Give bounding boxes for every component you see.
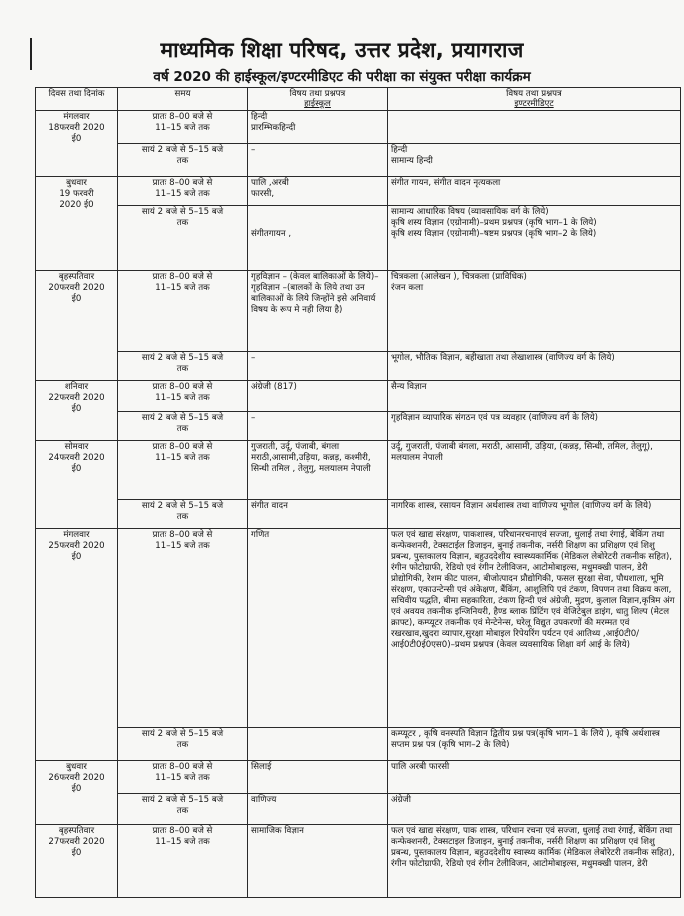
time-morning: प्रातः 8–00 बजे से 11–15 बजे तक: [118, 271, 248, 352]
highschool-subjects: संगीतगायन ,: [248, 206, 388, 271]
time-morning: प्रातः 8–00 बजे से 11–15 बजे तक: [118, 825, 248, 898]
intermediate-subjects: पालि अरबी फारसी: [388, 761, 681, 794]
intermediate-subjects: चित्रकला (आलेखन ), चित्रकला (प्राविधिक) रंजन कला: [388, 271, 681, 352]
header-date: दिवस तथा दिनांक: [36, 88, 118, 111]
table-row: [36, 144, 681, 177]
date-cell: सोमवार 24फरवरी 2020 ई0: [36, 441, 118, 529]
time-evening: सायं 2 बजे से 5–15 बजे तक: [118, 500, 248, 529]
table-row: [36, 761, 681, 794]
table-row: [36, 271, 681, 352]
exam-schedule-table: [35, 87, 681, 898]
intermediate-subjects: संगीत गायन, संगीत वादन नृत्यकला: [388, 177, 681, 206]
time-morning: प्रातः 8–00 बजे से 11–15 बजे तक: [118, 111, 248, 144]
time-morning: प्रातः 8–00 बजे से 11–15 बजे तक: [118, 177, 248, 206]
table-row: [36, 352, 681, 381]
intermediate-subjects: हिन्दी सामान्य हिन्दी: [388, 144, 681, 177]
highschool-subjects: गुजराती, उर्दू, पंजाबी, बंगला मराठी,आसामी,उड़िया, कन्नड़, कश्मीरी, सिन्धी तमिल , तेलुगु, मलयालम नेपाली: [248, 441, 388, 500]
intermediate-subjects: सैन्य विज्ञान: [388, 381, 681, 412]
intermediate-subjects: [388, 111, 681, 144]
table-row: [36, 728, 681, 761]
time-evening: सायं 2 बजे से 5–15 बजे तक: [118, 144, 248, 177]
table-row: [36, 206, 681, 271]
intermediate-subjects: सामान्य आधारिक विषय (व्यावसायिक वर्ग के लिये) कृषि शस्य विज्ञान (एग्रोनामी)–प्रथम प्रश्नपत्र (कृषि भाग–1 के लिये) कृषि शस्य विज्ञान (एग्रोनामी)–षष्टम प्रश्नपत्र (कृषि भाग–2 के लिये): [388, 206, 681, 271]
time-evening: सायं 2 बजे से 5–15 बजे तक: [118, 412, 248, 441]
intermediate-subjects: भूगोल, भौतिक विज्ञान, बहीखाता तथा लेखाशास्त्र (वाणिज्य वर्ग के लिये): [388, 352, 681, 381]
intermediate-subjects: नागरिक शास्त्र, रसायन विज्ञान अर्थशास्त्र तथा वाणिज्य भूगोल (वाणिज्य वर्ग के लिये): [388, 500, 681, 529]
date-cell: मंगलवार 25फरवरी 2020 ई0: [36, 529, 118, 761]
intermediate-subjects: गृहविज्ञान व्यापारिक संगठन एवं पत्र व्यवहार (वाणिज्य वर्ग के लिये): [388, 412, 681, 441]
page-title: माध्यमिक शिक्षा परिषद, उत्तर प्रदेश, प्रयागराज: [160, 38, 524, 62]
time-morning: प्रातः 8–00 बजे से 11–15 बजे तक: [118, 761, 248, 794]
highschool-subjects: गृहविज्ञान – (केवल बालिकाओं के लिये)– गृहविज्ञान –(बालकों के लिये तथा उन बालिकाओं के लिये जिन्होंने इसे अनिवार्य विषय के रूप मे नही लिया है): [248, 271, 388, 352]
table-row: [36, 381, 681, 412]
date-cell: बृहस्पतिवार 20फरवरी 2020 ई0: [36, 271, 118, 381]
highschool-subjects: पालि ,अरबी फारसी,: [248, 177, 388, 206]
table-row: [36, 177, 681, 206]
highschool-subjects: सिलाई: [248, 761, 388, 794]
time-evening: सायं 2 बजे से 5–15 बजे तक: [118, 206, 248, 271]
highschool-subjects: गणित: [248, 529, 388, 728]
intermediate-subjects: अंग्रेजी: [388, 794, 681, 825]
intermediate-subjects: फल एवं खाद्य संरक्षण, पाक शास्त्र, परिधान रचना एवं सज्जा, धुलाई तथा रंगाई, बेकिंग तथा कन्फेक्शनरी, टेक्सटाइल डिजाइन, बुनाई तकनीक, नर्सरी शिक्षण का प्रशिक्षण एवं शिशु प्रबन्ध, पुस्तकालय विज्ञान, बहुउददेशीय स्वास्थ्य कार्मिक (मेडिकल लेबोरेटरी तकनीक सहित), रंगीन फोटोग्राफी, रेडियो एवं रंगीन टेलीविजन, आटोमोबाइल्स, मधुमक्खी पालन, डेरी: [388, 825, 681, 898]
time-morning: प्रातः 8–00 बजे से 11–15 बजे तक: [118, 529, 248, 728]
highschool-subjects: वाणिज्य: [248, 794, 388, 825]
header-highschool: विषय तथा प्रश्नपत्र हाईस्कूल: [248, 88, 388, 111]
highschool-subjects: अंग्रेजी (817): [248, 381, 388, 412]
date-cell: शनिवार 22फरवरी 2020 ई0: [36, 381, 118, 441]
table-row: [36, 111, 681, 144]
intermediate-subjects: कम्प्यूटर , कृषि वनस्पति विज्ञान द्वितीय प्रश्न पत्र(कृषि भाग–1 के लिये ), कृषि अर्थशास्त्र सप्तम प्रश्न पत्र (कृषि भाग–2 के लिये): [388, 728, 681, 761]
highschool-subjects: –: [248, 352, 388, 381]
highschool-subjects: –: [248, 412, 388, 441]
header-intermediate: विषय तथा प्रश्नपत्र इण्टरमीडिएट: [388, 88, 681, 111]
time-evening: सायं 2 बजे से 5–15 बजे तक: [118, 794, 248, 825]
table-row: [36, 412, 681, 441]
time-evening: सायं 2 बजे से 5–15 बजे तक: [118, 728, 248, 761]
date-cell: बुधवार 19 फरवरी 2020 ई0: [36, 177, 118, 271]
table-row: [36, 825, 681, 898]
time-morning: प्रातः 8–00 बजे से 11–15 बजे तक: [118, 381, 248, 412]
date-cell: बुधवार 26फरवरी 2020 ई0: [36, 761, 118, 825]
table-row: [36, 500, 681, 529]
page-subtitle: वर्ष 2020 की हाईस्कूल/इण्टरमीडिएट की परीक्षा का संयुक्त परीक्षा कार्यक्रम: [153, 69, 531, 85]
highschool-subjects: [248, 728, 388, 761]
date-cell: मंगलवार 18फरवरी 2020 ई0: [36, 111, 118, 177]
time-morning: प्रातः 8–00 बजे से 11–15 बजे तक: [118, 441, 248, 500]
intermediate-subjects: उर्दू, गुजराती, पंजाबी बंगला, मराठी, आसामी, उड़िया, (कन्नड़, सिन्धी, तमिल, तेलुगू), मलयालम नेपाली: [388, 441, 681, 500]
table-row: [36, 529, 681, 728]
time-evening: सायं 2 बजे से 5–15 बजे तक: [118, 352, 248, 381]
highschool-subjects: सामाजिक विज्ञान: [248, 825, 388, 898]
table-header-row: [36, 88, 681, 111]
date-cell: बृहस्पतिवार 27फरवरी 2020 ई0: [36, 825, 118, 898]
intermediate-subjects: फल एवं खाद्य संरक्षण, पाकशास्त्र, परिधानरचनाएवं सज्जा, धुलाई तथा रंगाई, बेकिंग तथा कन्फेक्शनरी, टेक्सटाईल डिजाइन, बुनाई तकनीक, नर्सरी शिक्षण का प्रशिक्षण एवं शिशु प्रबन्ध, पुस्तकालय विज्ञान, बहुउददेशीय स्वास्थ्यकार्मिक (मेडिकल लेबोरेटरी तकनीक सहित), रंगीन फोटोग्राफी, रेडियो एवं रंगीन टेलीविजन, आटोमोबाइल्स, मधुमक्खी पालन, डेरी प्रोद्योगिकी, रेशम कीट पालन, बीजोत्पादन प्रौद्योगिकी, फसल सुरक्षा सेवा, पौधशाला, भूमि संरक्षण, एकाउन्टेन्सी एवं अंकेक्षण, बैंकिंग, आशुलिपि एवं टंकण, विपणन तथा विक्रय कला, सचिवीय पद्धति, बीमा सहकारिता, टंकण हिन्दी एवं अंग्रेजी, मुद्रण, कुलाल विज्ञान,कृत्रिम अंग एवं अवयव तकनीक इन्जिनियरी, हैण्ड ब्लाक प्रिंटिंग एवं वेजिटेबुल डाइंग, धातु शिल्प (मेटल क्राफ्ट), कम्प्यूटर तकनीक एवं मेन्टेनेन्स, घरेलू विद्युत उपकरणों की मरम्मत एवं रखरखाव,खुदरा व्यापार,सुरक्षा मोबाइल रिपेयरिंग पर्यटन एवं आतिथ्य ,आई0टी0/ आई0टी0ई0एस0)–प्रथम प्रश्नपत्र (केवल व्यवसायिक शिक्षा वर्ग आई के लिये): [388, 529, 681, 728]
highschool-subjects: संगीत वादन: [248, 500, 388, 529]
table-row: [36, 794, 681, 825]
highschool-subjects: –: [248, 144, 388, 177]
header-time: समय: [118, 88, 248, 111]
highschool-subjects: हिन्दी प्रारम्भिकहिन्दी: [248, 111, 388, 144]
table-row: [36, 441, 681, 500]
